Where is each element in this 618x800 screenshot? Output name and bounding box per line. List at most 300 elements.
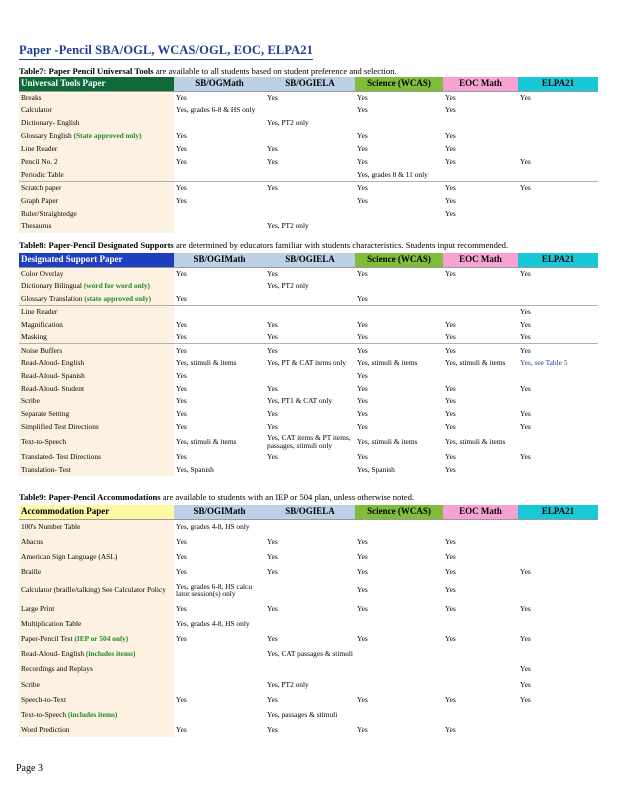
cell-value: Yes	[445, 464, 456, 474]
row-label	[19, 601, 174, 616]
cell-value: Yes	[265, 181, 355, 194]
cell-value: Yes	[520, 422, 531, 432]
cell-value: Yes	[445, 383, 456, 393]
table-row	[19, 632, 598, 647]
table-row	[19, 143, 598, 156]
cell-value: Yes	[357, 144, 368, 154]
table-row	[19, 395, 598, 408]
cell-value	[518, 534, 598, 549]
row-label	[19, 463, 174, 476]
cell-value	[518, 194, 598, 207]
table-row	[19, 369, 598, 382]
table8-caption	[19, 240, 508, 250]
row-label	[19, 421, 174, 434]
table-row	[19, 267, 598, 280]
cell-value: Yes	[357, 724, 368, 734]
table9-header-4: EOC Math	[443, 505, 518, 519]
cell-value	[355, 519, 443, 534]
tool-name: Ruler/Straightedge	[21, 208, 77, 218]
cell-value	[518, 117, 598, 130]
cell-value	[265, 104, 355, 117]
table-row	[19, 450, 598, 463]
cell-value: Yes	[357, 409, 368, 419]
cell-value	[265, 130, 355, 143]
cell-value: Yes	[520, 157, 531, 167]
row-label	[19, 104, 174, 117]
table-row	[19, 181, 598, 194]
cell-value: Yes, PT2 only	[267, 679, 309, 689]
row-label	[19, 155, 174, 168]
row-label	[19, 382, 174, 395]
cell-value: Yes, grades 8 & 11 only	[357, 169, 428, 179]
cell-value: Yes	[267, 536, 278, 546]
table-row	[19, 194, 598, 207]
row-label	[19, 91, 174, 104]
table-row	[19, 433, 598, 450]
table8-header-3: Science (WCAS)	[355, 253, 443, 267]
tool-name: Calculator	[21, 105, 52, 115]
row-label	[19, 357, 174, 370]
cell-value	[518, 616, 598, 631]
cell-value: Yes	[267, 144, 278, 154]
cell-value	[265, 293, 355, 306]
table-row	[19, 647, 598, 662]
row-label	[19, 318, 174, 331]
row-label	[19, 280, 174, 293]
cell-value: Yes	[174, 181, 265, 194]
cell-value: Yes	[176, 383, 187, 393]
cell-value	[265, 194, 355, 207]
cell-value: Yes	[445, 319, 456, 329]
cell-value: Yes, stimuli & items	[445, 358, 506, 368]
table-row	[19, 305, 598, 318]
cell-value: Yes, Spanish	[176, 464, 214, 474]
table8-caption-bold: Table8: Paper-Pencil Designated Supports	[19, 240, 174, 250]
cell-value: Yes	[357, 694, 368, 704]
cell-value	[174, 280, 265, 293]
cell-value	[443, 677, 518, 692]
cell-value: Yes	[520, 383, 531, 393]
tool-note: (State approved only)	[71, 131, 142, 141]
cell-value: Yes	[176, 332, 187, 342]
cell-value: Yes	[445, 144, 456, 154]
tool-name: Noise Buffers	[21, 345, 63, 355]
cell-value: Yes	[445, 208, 456, 218]
row-label	[19, 194, 174, 207]
tool-name: Magnification	[21, 319, 63, 329]
row-label	[19, 331, 174, 344]
cell-value	[518, 433, 598, 450]
cell-value: Yes	[520, 604, 531, 614]
cell-value: Yes, PT2 only	[267, 281, 309, 291]
cell-value: Yes, grades 6-8, HS calcu lator session(s) only	[176, 581, 253, 599]
cell-value: Yes	[445, 268, 456, 278]
tool-name: Abacus	[21, 536, 44, 546]
cell-value: Yes	[267, 332, 278, 342]
tool-name: 100's Number Table	[21, 521, 81, 531]
tool-name: Separate Setting	[21, 409, 70, 419]
tool-name: Scribe	[21, 679, 40, 689]
cell-value	[443, 293, 518, 306]
table-row	[19, 722, 598, 737]
cell-value: Yes, grades 4-8, HS only	[176, 521, 250, 531]
cell-value	[518, 280, 598, 293]
row-label	[19, 579, 174, 601]
tool-name: Calculator (braille/talking) See Calculator Policy	[21, 585, 166, 595]
cell-value: Yes, PT2 only	[267, 118, 309, 128]
cell-value: Yes	[357, 195, 368, 205]
row-label	[19, 707, 174, 722]
cell-value	[518, 143, 598, 156]
cell-value: Yes, stimuli & items	[176, 358, 237, 368]
table-row	[19, 549, 598, 564]
cell-value: Yes	[357, 422, 368, 432]
cell-value: Yes	[357, 332, 368, 342]
tool-note: (word for word only)	[81, 281, 150, 291]
cell-value: Yes	[445, 724, 456, 734]
cell-value: Yes	[267, 92, 278, 102]
cell-value: Yes	[267, 157, 278, 167]
tool-name: Translated- Test Directions	[21, 451, 101, 461]
cell-value	[174, 707, 265, 722]
cell-value: Yes	[518, 305, 598, 318]
row-label	[19, 117, 174, 130]
cell-value: Yes	[445, 536, 456, 546]
tool-name: Masking	[21, 332, 47, 342]
row-label	[19, 143, 174, 156]
tool-name: Simplified Test Directions	[21, 422, 99, 432]
table7-universal-tools	[19, 77, 598, 233]
cell-value: Yes, Spanish	[357, 464, 395, 474]
cell-value: Yes	[520, 268, 531, 278]
cell-value	[174, 662, 265, 677]
tool-name: Line Reader	[21, 307, 58, 317]
table-row	[19, 104, 598, 117]
table-row	[19, 616, 598, 631]
cell-value: Yes	[357, 551, 368, 561]
table7-header-5: ELPA21	[518, 77, 598, 91]
tool-name: Multiplication Table	[21, 619, 82, 629]
cell-value: Yes	[267, 634, 278, 644]
cell-value: Yes	[267, 409, 278, 419]
cell-value: Yes, PT2 only	[267, 221, 309, 231]
table9-header-1: SB/OGIMath	[174, 505, 265, 519]
cell-value	[518, 207, 598, 220]
table-row	[19, 564, 598, 579]
table-row	[19, 707, 598, 722]
table-row	[19, 579, 598, 601]
cell-value	[174, 168, 265, 181]
cell-value	[518, 293, 598, 306]
tool-name: Braille	[21, 566, 42, 576]
cell-value	[518, 104, 598, 117]
cell-value: Yes	[176, 451, 187, 461]
cell-value	[518, 722, 598, 737]
table-row	[19, 117, 598, 130]
cell-value: Yes	[174, 344, 265, 357]
table7-header-3: Science (WCAS)	[355, 77, 443, 91]
row-label	[19, 168, 174, 181]
tool-name: Color Overlay	[21, 268, 64, 278]
cell-value	[518, 168, 598, 181]
cell-value: Yes	[445, 332, 456, 342]
cell-value	[265, 207, 355, 220]
table8-header-0: Designated Support Paper	[19, 253, 174, 267]
cell-value: Yes, grades 6-8 & HS only	[176, 105, 256, 115]
table7-header-0: Universal Tools Paper	[19, 77, 174, 91]
cell-value	[518, 130, 598, 143]
cell-value: Yes	[176, 566, 187, 576]
cell-value: Yes	[176, 370, 187, 380]
cell-value: Yes, PT & CAT items only	[267, 358, 347, 368]
cell-value: Yes	[445, 694, 456, 704]
cell-value: Yes	[445, 396, 456, 406]
cell-value	[443, 369, 518, 382]
table-row	[19, 280, 598, 293]
cell-value	[443, 707, 518, 722]
row-label	[19, 130, 174, 143]
tool-name: Graph Paper	[21, 195, 59, 205]
cell-value: Yes, stimuli & items	[176, 436, 237, 446]
cell-value	[174, 677, 265, 692]
tool-note: (includes items)	[66, 709, 118, 719]
table9-header-3: Science (WCAS)	[355, 505, 443, 519]
cell-value: Yes, see Table 5	[520, 358, 568, 368]
cell-value	[265, 519, 355, 534]
cell-value: Yes	[176, 293, 187, 303]
cell-value: Yes	[445, 131, 456, 141]
cell-value	[443, 117, 518, 130]
row-label	[19, 632, 174, 647]
cell-value: Yes	[357, 157, 368, 167]
cell-value: Yes	[267, 724, 278, 734]
cell-value: Yes, CAT items & PT items, passages, stimuli only	[267, 433, 351, 450]
cell-value: Yes	[267, 451, 278, 461]
row-label	[19, 220, 174, 233]
table-row	[19, 331, 598, 344]
table-row	[19, 692, 598, 707]
cell-value: Yes	[267, 566, 278, 576]
tool-name: Pencil No. 2	[21, 157, 58, 167]
tool-name: Read-Aloud- English	[21, 649, 85, 659]
table-row	[19, 408, 598, 421]
tool-name: Dictionary- English	[21, 118, 80, 128]
tool-name: Large Print	[21, 604, 55, 614]
tool-name: Dictionary Bilingual	[21, 281, 82, 291]
cell-value	[518, 549, 598, 564]
tool-name: Thesaurus	[21, 221, 52, 231]
cell-value: Yes	[518, 344, 598, 357]
table9-header-2: SB/OGIELA	[265, 505, 355, 519]
cell-value	[355, 305, 443, 318]
cell-value	[518, 519, 598, 534]
tool-name: Read-Aloud- Spanish	[21, 370, 85, 380]
cell-value: Yes	[518, 181, 598, 194]
tool-name: Periodic Table	[21, 169, 64, 179]
cell-value: Yes	[357, 634, 368, 644]
cell-value	[443, 662, 518, 677]
cell-value: Yes	[445, 634, 456, 644]
cell-value: Yes	[176, 409, 187, 419]
cell-value: Yes	[176, 634, 187, 644]
tool-name: Scribe	[21, 396, 40, 406]
table8-header-4: EOC Math	[443, 253, 518, 267]
cell-value	[355, 220, 443, 233]
cell-value: Yes	[445, 195, 456, 205]
cell-value	[174, 220, 265, 233]
cell-value	[518, 647, 598, 662]
cell-value	[443, 168, 518, 181]
row-label	[19, 692, 174, 707]
tool-name: Speech-to-Text	[21, 694, 67, 704]
cell-value: Yes	[176, 319, 187, 329]
cell-value: Yes	[357, 105, 368, 115]
cell-value: Yes	[176, 157, 187, 167]
cell-value	[265, 662, 355, 677]
row-label	[19, 395, 174, 408]
table-row	[19, 357, 598, 370]
cell-value: Yes	[357, 585, 368, 595]
cell-value: Yes	[357, 131, 368, 141]
page-number: Page 3	[16, 763, 43, 774]
tool-name: Read-Aloud- Student	[21, 383, 85, 393]
cell-value	[174, 207, 265, 220]
table7-header-4: EOC Math	[443, 77, 518, 91]
table-row	[19, 155, 598, 168]
cell-value: Yes	[357, 370, 368, 380]
table-row	[19, 382, 598, 395]
row-label	[19, 344, 174, 357]
table-row	[19, 421, 598, 434]
cell-value	[443, 305, 518, 318]
table-row	[19, 318, 598, 331]
cell-value	[174, 647, 265, 662]
cell-value: Yes	[176, 724, 187, 734]
table-row	[19, 601, 598, 616]
cell-value: Yes, stimuli & items	[357, 436, 418, 446]
cell-value: Yes	[520, 566, 531, 576]
row-label	[19, 369, 174, 382]
row-label	[19, 662, 174, 677]
table8-designated-supports	[19, 253, 598, 476]
cell-value: Yes	[520, 634, 531, 644]
table8-header-2: SB/OGIELA	[265, 253, 355, 267]
row-label	[19, 549, 174, 564]
tool-name: Breaks	[21, 92, 42, 102]
cell-value	[518, 369, 598, 382]
table-row	[19, 207, 598, 220]
cell-value: Yes, stimuli & items	[357, 358, 418, 368]
cell-value: Yes, CAT passages & stimuli	[267, 649, 353, 659]
table9-header-5: ELPA21	[518, 505, 598, 519]
tool-name: Glossary Translation	[21, 293, 83, 303]
cell-value	[443, 220, 518, 233]
cell-value: Yes	[267, 319, 278, 329]
table9-caption-text: are available to students with an IEP or 504 plan, unless otherwise noted.	[162, 492, 415, 502]
row-label	[19, 450, 174, 463]
table7-caption	[19, 66, 397, 76]
cell-value: Yes	[445, 451, 456, 461]
tool-name: Word Prediction	[21, 724, 70, 734]
table-row	[19, 662, 598, 677]
cell-value	[355, 707, 443, 722]
cell-value: Yes	[357, 319, 368, 329]
cell-value: Yes, PT1 & CAT only	[267, 396, 333, 406]
table-row	[19, 293, 598, 306]
cell-value: Yes	[357, 604, 368, 614]
page-title: Paper -Pencil SBA/OGL, WCAS/OGL, EOC, ELPA21	[19, 43, 313, 60]
table9-caption	[19, 492, 414, 502]
table7-caption-bold: Table7: Paper Pencil Universal Tools	[19, 66, 154, 76]
cell-value: Yes	[176, 92, 187, 102]
cell-value: Yes	[445, 422, 456, 432]
cell-value: Yes	[265, 344, 355, 357]
tool-name: Text-to-Speech	[21, 709, 67, 719]
tool-name: Translation- Test	[21, 464, 71, 474]
cell-value: Yes	[176, 551, 187, 561]
tool-name: Text-to-Speech	[21, 436, 67, 446]
cell-value: Yes	[176, 694, 187, 704]
table-row	[19, 534, 598, 549]
cell-value: Yes	[445, 92, 456, 102]
cell-value: Yes	[357, 383, 368, 393]
row-label	[19, 181, 174, 194]
cell-value	[265, 463, 355, 476]
row-label	[19, 722, 174, 737]
tool-name: Glossary English	[21, 131, 72, 141]
cell-value: Yes, passages & stimuli	[267, 709, 338, 719]
cell-value: Yes	[176, 268, 187, 278]
cell-value: Yes	[267, 694, 278, 704]
cell-value: Yes	[445, 105, 456, 115]
cell-value	[174, 117, 265, 130]
cell-value	[355, 280, 443, 293]
cell-value: Yes	[355, 344, 443, 357]
cell-value: Yes	[357, 566, 368, 576]
cell-value: Yes, stimuli & items	[445, 436, 506, 446]
cell-value: Yes	[176, 536, 187, 546]
cell-value	[518, 463, 598, 476]
table-row	[19, 344, 598, 357]
tool-note: (state approved only)	[82, 293, 152, 303]
cell-value: Yes	[520, 664, 531, 674]
row-label	[19, 616, 174, 631]
cell-value: Yes	[520, 409, 531, 419]
table-row	[19, 463, 598, 476]
cell-value	[443, 280, 518, 293]
table9-accommodations	[19, 505, 598, 737]
cell-value: Yes	[176, 195, 187, 205]
cell-value: Yes	[267, 551, 278, 561]
cell-value	[265, 579, 355, 601]
cell-value: Yes	[357, 396, 368, 406]
tool-name: Paper-Pencil Test	[21, 634, 73, 644]
cell-value	[518, 579, 598, 601]
cell-value: Yes	[267, 604, 278, 614]
cell-value: Yes	[445, 604, 456, 614]
cell-value	[355, 207, 443, 220]
table7-header-2: SB/OGIELA	[265, 77, 355, 91]
cell-value: Yes	[445, 409, 456, 419]
cell-value: Yes	[445, 157, 456, 167]
cell-value	[355, 677, 443, 692]
cell-value: Yes	[176, 396, 187, 406]
cell-value: Yes	[267, 268, 278, 278]
cell-value: Yes	[357, 268, 368, 278]
cell-value	[443, 519, 518, 534]
table8-header-1: SB/OGIMath	[174, 253, 265, 267]
row-label	[19, 564, 174, 579]
